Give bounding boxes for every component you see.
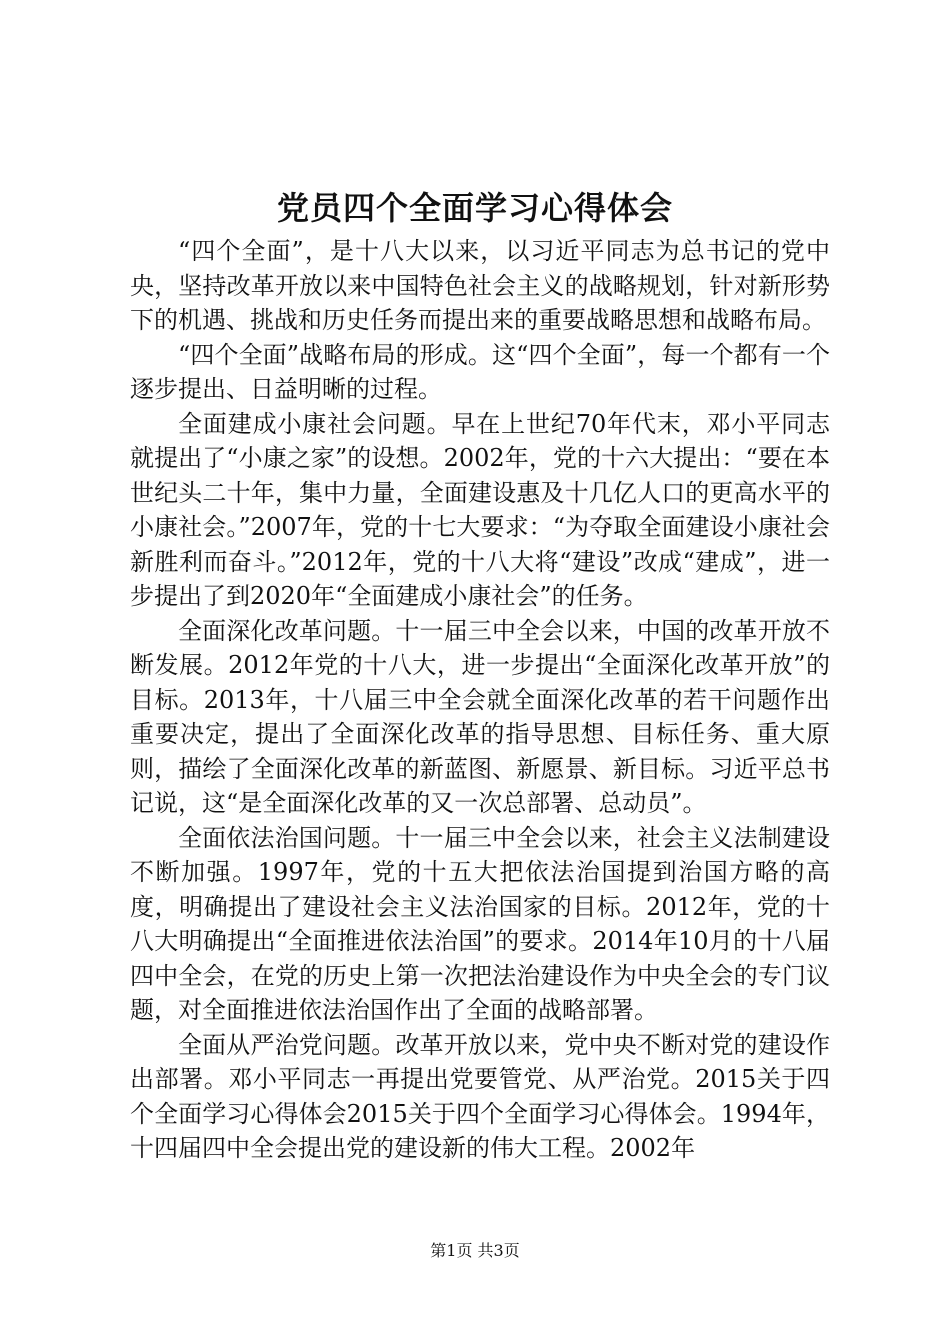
paragraph-4: 全面深化改革问题。十一届三中全会以来，中国的改革开放不断发展。2012年党的十八大，进一步提出“全面深化改革开放”的目标。2013年，十八届三中全会就全面深化改革的若干问题作出重要决定，提出了全面深化改革的指导思想、目标任务、重大原则，描绘了全面深化改革的新蓝图、新愿景、新目标。习近平总书记说，这“是全面深化改革的又一次总部署、总动员”。 xyxy=(130,616,830,817)
page-number-footer: 第1页 共3页 xyxy=(430,1241,520,1260)
document-body xyxy=(130,234,830,1166)
paragraph-6: 全面从严治党问题。改革开放以来，党中央不断对党的建设作出部署。邓小平同志一再提出党要管党、从严治党。2015关于四个全面学习心得体会2015关于四个全面学习心得体会。1994年，十四届四中全会提出党的建设新的伟大工程。2002年 xyxy=(130,1030,830,1162)
paragraph-2: “四个全面”战略布局的形成。这“四个全面”，每一个都有一个逐步提出、日益明晰的过程。 xyxy=(130,340,830,403)
paragraph-1: “四个全面”，是十八大以来，以习近平同志为总书记的党中央，坚持改革开放以来中国特色社会主义的战略规划，针对新形势下的机遇、挑战和历史任务而提出来的重要战略思想和战略布局。 xyxy=(130,237,830,334)
document-title: 党员四个全面学习心得体会 xyxy=(276,189,673,227)
paragraph-3: 全面建成小康社会问题。早在上世纪70年代末，邓小平同志就提出了“小康之家”的设想。2002年，党的十六大提出：“要在本世纪头二十年，集中力量，全面建设惠及十几亿人口的更高水平的小康社会。”2007年，党的十七大要求：“为夺取全面建设小康社会新胜利而奋斗。”2012年，党的十八大将“建设”改成“建成”，进一步提出了到2020年“全面建成小康社会”的任务。 xyxy=(130,409,830,610)
paragraph-5: 全面依法治国问题。十一届三中全会以来，社会主义法制建设不断加强。1997年，党的十五大把依法治国提到治国方略的高度，明确提出了建设社会主义法治国家的目标。2012年，党的十八大明确提出“全面推进依法治国”的要求。2014年10月的十八届四中全会，在党的历史上第一次把法治建设作为中央全会的专门议题，对全面推进依法治国作出了全面的战略部署。 xyxy=(130,823,830,1024)
